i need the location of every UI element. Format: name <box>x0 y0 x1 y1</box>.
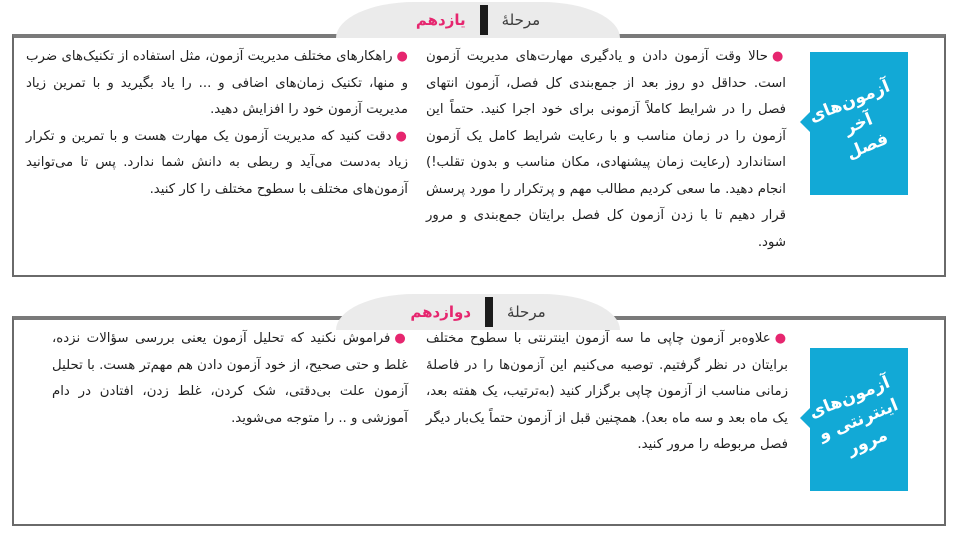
bullet-icon: ● <box>771 49 786 64</box>
stage-12-topic-tag: آزمون‌های اینترنتی و مرور <box>810 348 908 491</box>
stage-number: یازدهم <box>415 11 466 29</box>
stage-12-right-column <box>426 326 788 459</box>
stage-11-left-paragraph-2: ●دقت کنید که مدیریت آزمون یک مهارت هست و با تمرین و تکرار زیاد به‌دست می‌آید و ربطی به دانش شما ندارد. پس تا می‌توانید آزمون‌های مختلف با سطوح مختلف را کار کنید. <box>26 128 408 197</box>
stage-11-tab <box>336 2 620 38</box>
stage-11-left-column <box>26 44 408 203</box>
stage-11-left-paragraph-1: ●راهکارهای مختلف مدیریت آزمون، مثل استفاده از تکنیک‌های ضرب و منها، تکنیک زمان‌های اضافی و ... را یاد بگیرید و با تمرین زیاد مدیریت آزمون خود را افزایش دهید. <box>26 49 409 117</box>
stage-11-right-column <box>426 44 786 256</box>
bullet-icon: ● <box>394 331 408 346</box>
bullet-icon: ● <box>396 49 409 64</box>
bullet-icon: ● <box>395 128 408 144</box>
tab-divider <box>480 5 488 35</box>
stage-label: مرحلۀ <box>501 11 541 29</box>
stage-12-left-column <box>52 326 408 432</box>
tab-divider <box>485 297 493 327</box>
stage-12-right-paragraph: ●علاوه‌بر آزمون چاپی ما سه آزمون اینترنتی با سطوح مختلف برایتان در نظر گرفتیم. توصیه می‌کنیم این آزمون‌ها را در فاصلۀ زمانی مناسب از آزمون چاپی برگزار کنید (به‌ترتیب، یک هفته بعد، یک ماه بعد و سه ماه بعد). همچنین قبل از آزمون حتماً یک‌بار دیگر فصل مربوطه را مرور کنید. <box>426 331 788 452</box>
bullet-icon: ● <box>774 331 788 346</box>
stage-11-right-paragraph: ●حالا وقت آزمون دادن و یادگیری مهارت‌های مدیریت آزمون است. حداقل دو روز بعد از جمع‌بندی کل فصل، آزمون انتهای فصل را در شرایط کاملاً آزمونی برای خود اجرا کنید. حتماً این آزمون را در زمان مناسب و با رعایت شرایط کامل یک آزمون استاندارد (رعایت زمان پیشنهادی، مکان مناسب و بدون تقلب!) انجام دهید. ما سعی کردیم مطالب مهم و پرتکرار را مورد پرسش قرار دهیم تا با زدن آزمون کل فصل برایتان جمع‌بندی و مرور شود. <box>426 49 786 250</box>
stage-number: دوازدهم <box>410 303 472 321</box>
stage-11-topic-tag: آزمون‌های آخر فصل <box>810 52 908 195</box>
stage-12-section <box>0 292 955 537</box>
stage-12-left-paragraph: ●فراموش نکنید که تحلیل آزمون یعنی بررسی سؤالات نزده، غلط و حتی صحیح، از خود آزمون دادن هم مهم‌تر هست. با تحلیل آزمون علت بی‌دقتی، شک کردن، غلط زدن، افتادن در دام آموزشی و .. را متوجه می‌شوید. <box>52 331 408 426</box>
stage-label: مرحلۀ <box>507 303 546 321</box>
stage-12-tab <box>336 294 620 330</box>
stage-11-box <box>12 34 946 277</box>
